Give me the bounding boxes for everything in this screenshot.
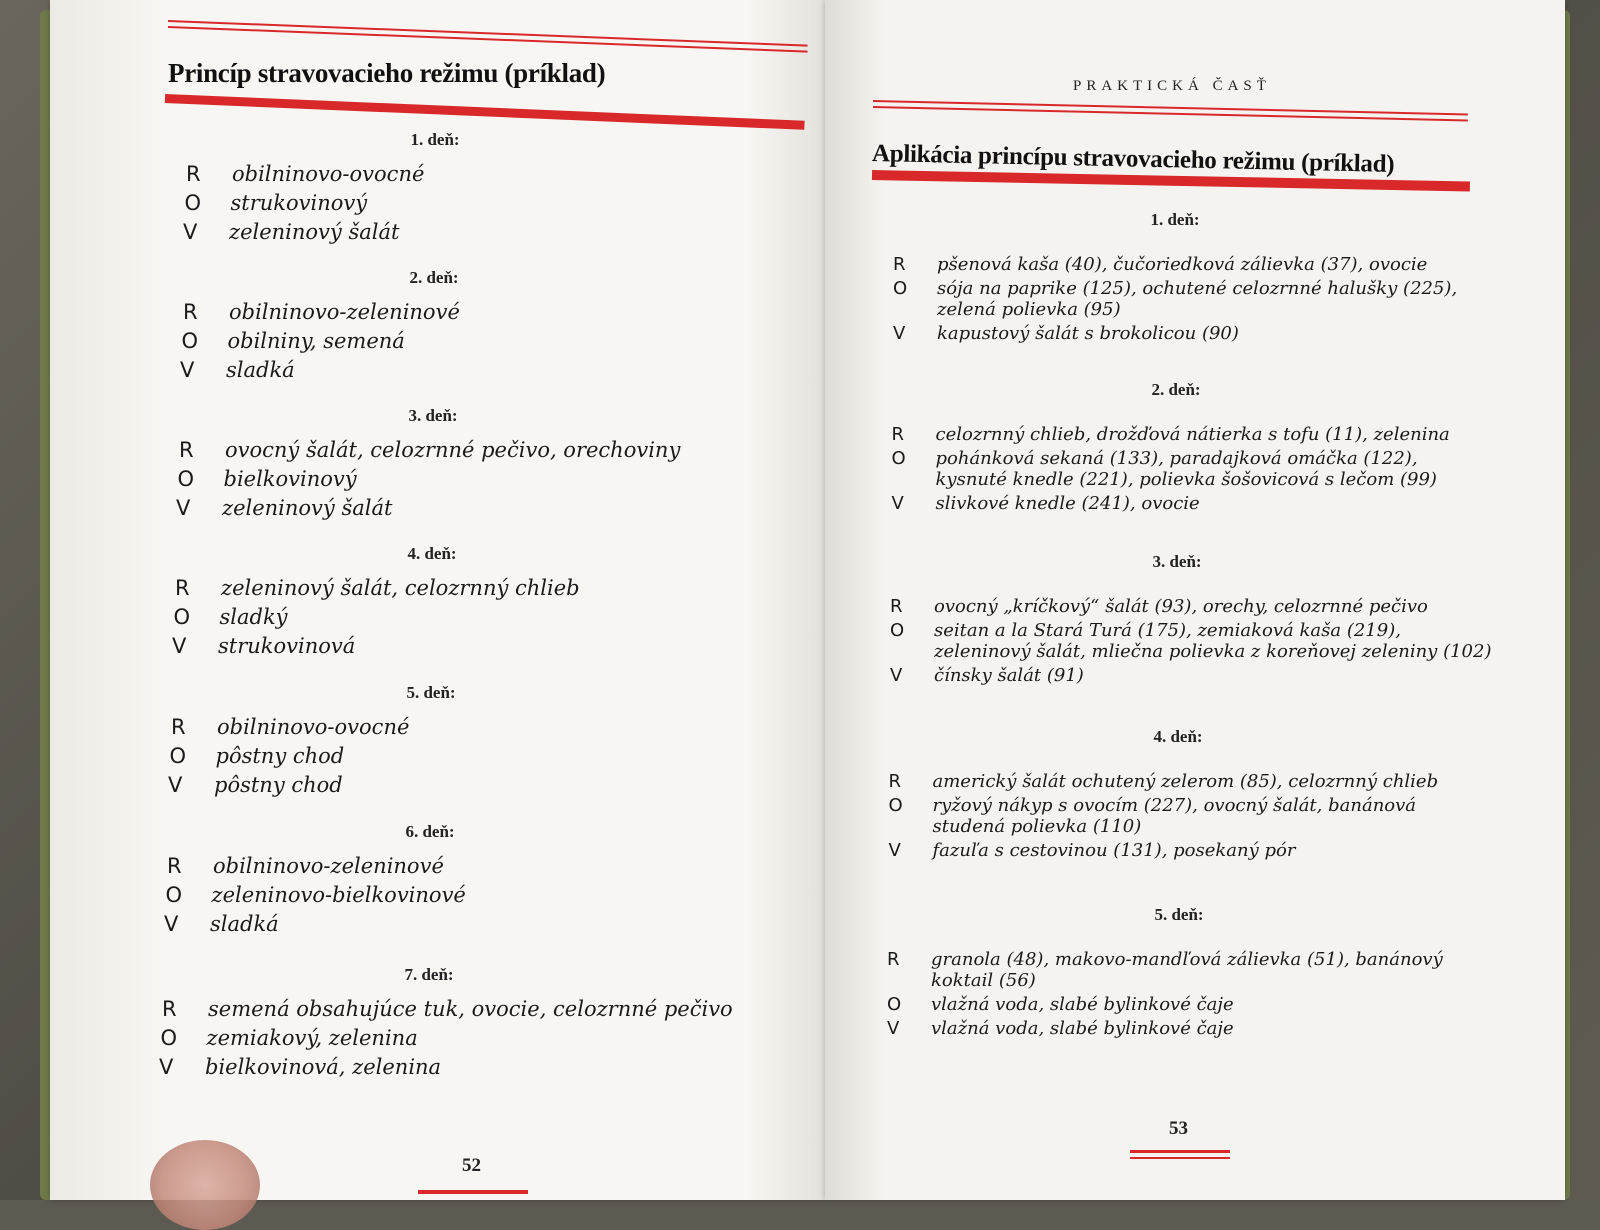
meal-letter: R (167, 854, 182, 878)
meal-text: studená polievka (110) (932, 816, 1142, 837)
meal-letter: O (160, 1026, 178, 1050)
meal-row (889, 840, 1296, 861)
meal-row (185, 191, 368, 215)
meal-row (887, 949, 1443, 970)
meal-row (168, 773, 343, 797)
meal-text: pôstny chod (214, 773, 343, 797)
thumb (150, 1140, 260, 1230)
meal-text: koktail (56) (931, 970, 1036, 991)
meal-row (887, 1018, 1234, 1039)
meal-letter: O (893, 278, 908, 299)
day-heading: 3. deň: (1152, 552, 1202, 571)
meal-row (175, 576, 580, 600)
meal-letter: V (887, 1018, 900, 1039)
meal-letter: O (887, 994, 902, 1015)
meal-row (893, 323, 1239, 344)
meal-letter: O (181, 329, 199, 353)
meal-letter: R (171, 715, 186, 739)
day-heading: 3. deň: (408, 406, 458, 425)
meal-letter: R (888, 771, 902, 792)
meal-text: vlažná voda, slabé bylinkové čaje (931, 1018, 1234, 1039)
meal-row (890, 665, 1084, 686)
meal-row (889, 771, 1439, 792)
meal-text: zeleninový šalát (222, 496, 393, 520)
meal-text: strukovinový (230, 191, 368, 215)
footer-rule-2 (1130, 1157, 1230, 1159)
meal-row (174, 605, 288, 629)
meal-row-continuation (889, 816, 1142, 837)
meal-text: americký šalát ochutený zelerom (85), celozrnný chlieb (932, 771, 1439, 792)
meal-letter: R (162, 997, 177, 1021)
meal-letter: O (169, 744, 187, 768)
meal-letter: O (184, 191, 202, 215)
meal-text: sója na paprike (125), ochutené celozrnné halušky (225), (937, 278, 1458, 299)
meal-row-continuation (887, 970, 1036, 991)
meal-row (161, 1026, 418, 1050)
meal-row (178, 467, 357, 491)
meal-letter: V (888, 840, 901, 861)
meal-letter: V (159, 1055, 174, 1079)
meal-text: obilninovo-zeleninové (213, 854, 444, 878)
meal-text: ovocný šalát, celozrnné pečivo, orechoviny (225, 438, 681, 462)
page-number: 53 (1169, 1118, 1188, 1139)
meal-row (162, 997, 733, 1021)
meal-row (887, 994, 1234, 1015)
meal-text: sladký (219, 605, 288, 629)
meal-text: ovocný „kríčkový“ šalát (93), orechy, celozrnné pečivo (934, 596, 1428, 617)
meal-letter: O (890, 620, 905, 641)
day-heading: 4. deň: (407, 544, 457, 563)
day-heading: 1. deň: (410, 130, 460, 149)
meal-text: seitan a la Stará Turá (175), zemiaková kaša (219), (934, 620, 1401, 641)
header-rule-top (168, 20, 808, 47)
footer-rule (418, 1190, 528, 1194)
day-heading: 5. deň: (406, 683, 456, 702)
meal-letter: V (893, 323, 906, 344)
meal-letter: O (177, 467, 195, 491)
meal-letter: R (887, 949, 900, 970)
meal-row (890, 620, 1401, 641)
meal-letter: R (183, 300, 198, 324)
meal-row (183, 300, 460, 324)
meal-row (180, 358, 295, 382)
meal-text: zelená polievka (95) (937, 299, 1121, 320)
meal-row (159, 1055, 441, 1079)
meal-row (183, 220, 399, 244)
day-heading: 5. deň: (1154, 905, 1204, 924)
meal-row (164, 912, 279, 936)
meal-text: zeleninový šalát, mliečna polievka z koreňovej zeleniny (102) (934, 641, 1492, 662)
meal-row (892, 493, 1200, 514)
day-heading: 4. deň: (1153, 727, 1203, 746)
meal-row (893, 254, 1427, 275)
meal-letter: O (165, 883, 183, 907)
meal-text: semená obsahujúce tuk, ovocie, celozrnné pečivo (208, 997, 733, 1021)
meal-letter: V (168, 773, 183, 797)
page-title: Aplikácia princípu stravovacieho režimu (príklad) (871, 140, 1395, 178)
meal-row (170, 744, 345, 768)
day-heading: 1. deň: (1150, 210, 1200, 229)
right-page (825, 0, 1565, 1200)
meal-text: pšenová kaša (40), čučoriedková zálievka (37), ovocie (937, 254, 1428, 275)
meal-text: celozrnný chlieb, drožďová nátierka s tofu (11), zelenina (935, 424, 1450, 445)
meal-letter: V (891, 493, 904, 514)
meal-letter: O (891, 448, 906, 469)
meal-row (179, 438, 680, 462)
meal-row-continuation (893, 299, 1121, 320)
meal-letter: V (172, 634, 187, 658)
day-heading: 6. deň: (405, 822, 455, 841)
meal-letter: R (179, 438, 194, 462)
meal-row (893, 278, 1457, 299)
meal-text: pohánková sekaná (133), paradajková omáčka (122), (935, 448, 1418, 469)
meal-text: strukovinová (218, 634, 356, 658)
header-rule-top-2 (168, 26, 808, 53)
day-heading: 2. deň: (1151, 380, 1201, 399)
meal-text: kapustový šalát s brokolicou (90) (937, 323, 1239, 344)
footer-rule (1130, 1150, 1230, 1153)
meal-letter: V (176, 496, 191, 520)
meal-row (167, 854, 444, 878)
meal-text: sladká (210, 912, 279, 936)
meal-letter: V (183, 220, 198, 244)
meal-letter: O (888, 795, 903, 816)
meal-letter: R (186, 162, 201, 186)
meal-text: granola (48), makovo-mandľová zálievka (51), banánový (931, 949, 1443, 970)
title-underline (165, 94, 805, 130)
meal-row (166, 883, 466, 907)
meal-row-continuation (890, 641, 1491, 662)
page-number: 52 (462, 1155, 481, 1176)
meal-letter: R (893, 254, 906, 275)
meal-text: zeleninový šalát (229, 220, 400, 244)
meal-letter: R (175, 576, 190, 600)
meal-text: vlažná voda, slabé bylinkové čaje (931, 994, 1234, 1015)
meal-text: fazuľa s cestovinou (131), posekaný pór (932, 840, 1296, 861)
meal-letter: R (890, 596, 903, 617)
meal-text: čínsky šalát (91) (934, 665, 1084, 686)
meal-letter: O (173, 605, 191, 629)
meal-text: slivkové knedle (241), ovocie (935, 493, 1200, 514)
meal-text: pôstny chod (215, 744, 345, 768)
meal-row (176, 496, 392, 520)
meal-letter: R (891, 424, 905, 445)
meal-text: sladká (226, 358, 295, 382)
meal-letter: V (890, 665, 903, 686)
meal-row (892, 424, 1450, 445)
meal-row (890, 596, 1428, 617)
meal-row (171, 715, 409, 739)
meal-text: obilninovo-zeleninové (229, 300, 460, 324)
meal-text: zemiakový, zelenina (206, 1026, 418, 1050)
meal-text: obilninovo-ovocné (217, 715, 410, 739)
day-heading: 7. deň: (404, 965, 454, 984)
meal-row (172, 634, 355, 658)
meal-text: obilninovo-ovocné (232, 162, 425, 186)
meal-text: bielkovinový (223, 467, 357, 491)
meal-row (889, 795, 1417, 816)
page-title: Princíp stravovacieho režimu (príklad) (168, 58, 606, 88)
meal-row (182, 329, 405, 353)
meal-text: ryžový nákyp s ovocím (227), ovocný šalát, banánová (932, 795, 1417, 816)
meal-letter: V (180, 358, 195, 382)
meal-row (186, 162, 424, 186)
meal-text: bielkovinová, zelenina (205, 1055, 442, 1079)
meal-text: zeleninovo-bielkovinové (211, 883, 466, 907)
meal-letter: V (164, 912, 179, 936)
meal-text: kysnuté knedle (221), polievka šošovicová s lečom (99) (935, 469, 1437, 490)
meal-text: obilniny, semená (227, 329, 405, 353)
meal-text: zeleninový šalát, celozrnný chlieb (221, 576, 580, 600)
day-heading: 2. deň: (409, 268, 459, 287)
left-page (50, 0, 825, 1200)
meal-row (892, 448, 1418, 469)
meal-row-continuation (892, 469, 1437, 490)
running-head: PRAKTICKÁ ČASŤ (1073, 78, 1271, 94)
